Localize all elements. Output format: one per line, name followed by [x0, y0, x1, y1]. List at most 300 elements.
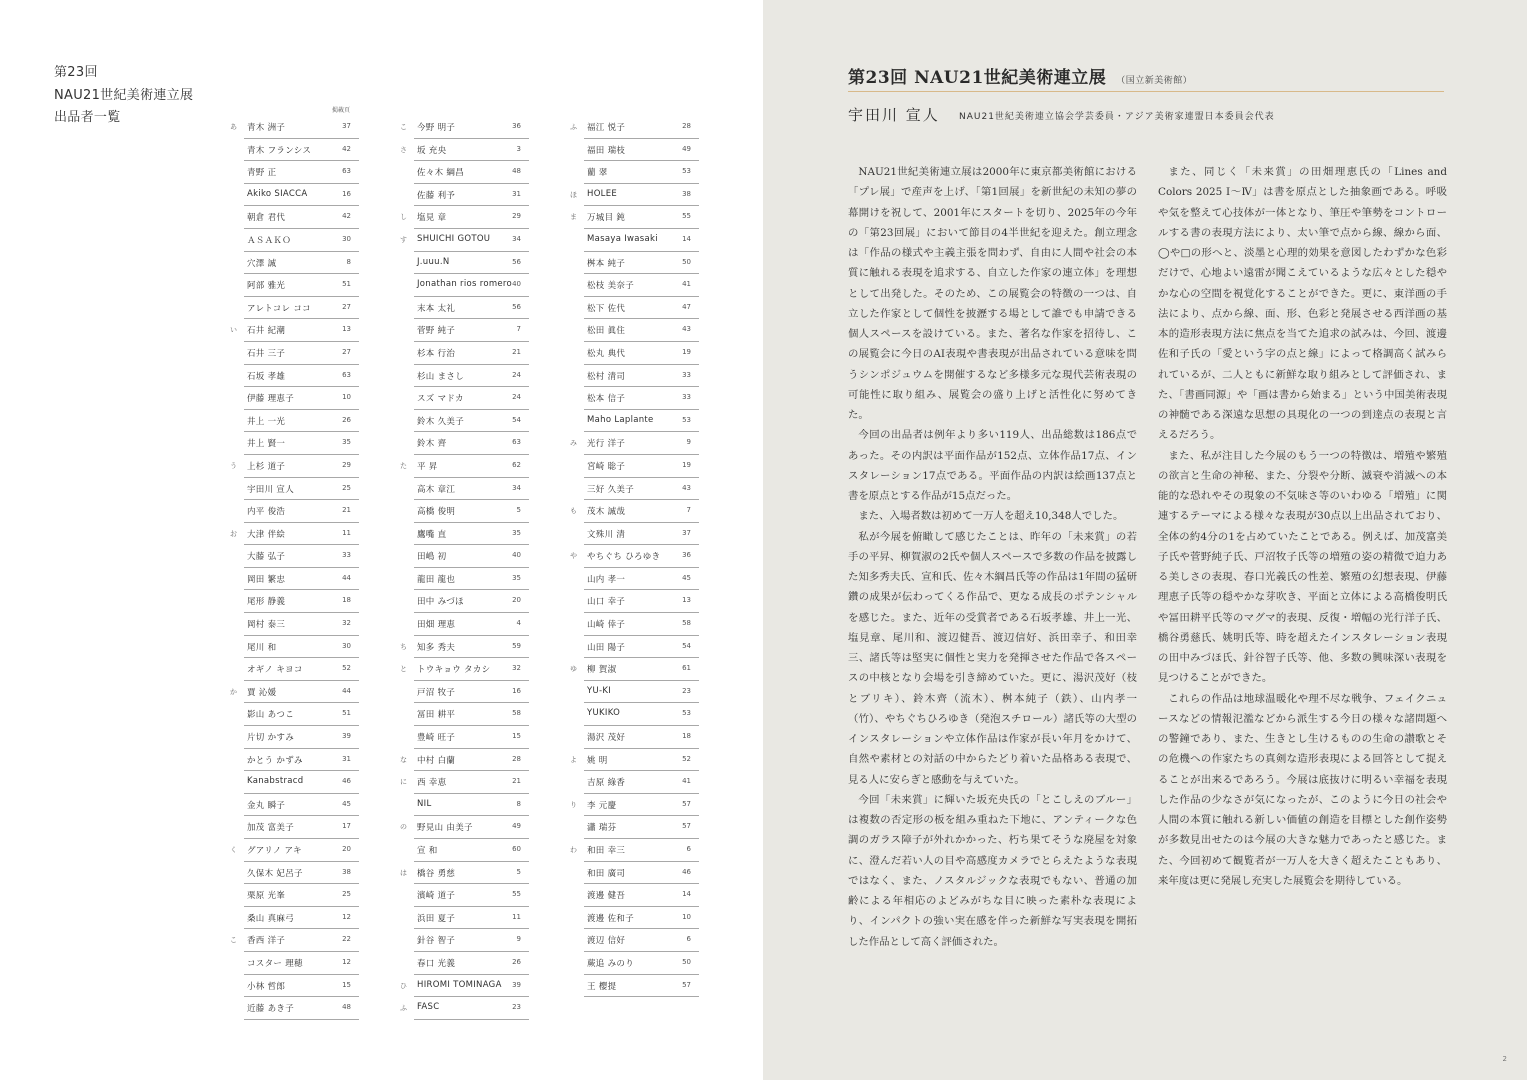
- kana-index: こ: [400, 123, 407, 131]
- exhibitor-row: [562, 229, 702, 252]
- exhibitor-name: 田畑 理恵: [417, 620, 456, 631]
- exhibitor-row: [392, 749, 532, 772]
- kana-index: も: [570, 507, 577, 516]
- exhibitor-row: [562, 568, 702, 591]
- kana-index: お: [230, 529, 237, 538]
- exhibitor-name: 戸沼 牧子: [417, 687, 456, 698]
- exhibitor-name: やちぐち ひろゆき: [587, 552, 661, 563]
- exhibitor-page: 13: [682, 596, 691, 605]
- exhibitor-name: 李 元慶: [587, 800, 617, 811]
- exhibitor-page: 63: [512, 438, 521, 447]
- exhibitor-name: 高木 章江: [417, 484, 456, 495]
- exhibitor-name: 鷹嘴 直: [417, 529, 447, 540]
- exhibitor-row: [392, 365, 532, 388]
- exhibitor-name: 宇田川 宣人: [247, 484, 295, 495]
- exhibitor-row: [562, 681, 702, 704]
- exhibitor-page: 53: [682, 415, 691, 424]
- exhibitor-page: 13: [342, 325, 351, 334]
- exhibitor-row: [392, 794, 532, 817]
- exhibitor-name: 影山 あつこ: [247, 710, 295, 721]
- exhibitor-page: 54: [512, 415, 521, 424]
- exhibitor-page: 15: [342, 980, 351, 989]
- exhibitor-page: 33: [342, 551, 351, 560]
- exhibitor-page: 15: [512, 732, 521, 741]
- exhibitor-page: 21: [342, 506, 351, 515]
- exhibitor-row: [562, 297, 702, 320]
- exhibitor-name: 豊崎 旺子: [417, 733, 456, 744]
- exhibitor-row: [562, 545, 702, 568]
- page-column-header: 掲載頁: [332, 107, 351, 114]
- exhibitor-name: スズ マドカ: [417, 394, 464, 405]
- exhibitor-page: 41: [682, 777, 691, 786]
- exhibitor-name: 井上 一光: [247, 416, 286, 427]
- exhibitor-row: [392, 297, 532, 320]
- exhibitor-name: 福田 瑞枝: [587, 145, 626, 156]
- exhibitor-page: 9: [516, 935, 521, 944]
- exhibitor-row: [222, 884, 362, 907]
- exhibitor-row: [392, 907, 532, 930]
- exhibitor-name: コスター 理穂: [247, 958, 303, 969]
- essay-paragraph: これらの作品は地球温暖化や理不尽な戦争、フェイクニュースなどの情報氾濫などから派生する今日の様々な諸問題への警鐘であり、また、生きとし生けるものの生命の讃歌とその危機への作家たちの真剣な造形表現による回答として捉えることが出来るであろう。今展は底抜けに明るい幸福を表現した作品の少なさが気になったが、このように今日の社会や人間の本質に触れる新しい価値の創造を目標とした創作姿勢が多数見出せたのは今展の大きな魅力であったと感じた。また、今回初めて観覧者が一万人を大きく超えたこともあり、来年度は更に発展し充実した展覧会を期待している。: [1158, 692, 1447, 887]
- exhibitor-name: 平 昇: [417, 461, 438, 472]
- exhibitor-row: [392, 816, 532, 839]
- exhibitor-name: 岡村 泰三: [247, 620, 286, 631]
- exhibitor-row: [562, 703, 702, 726]
- exhibitor-page: 21: [512, 777, 521, 786]
- exhibitor-name: 田嶋 初: [417, 552, 447, 563]
- exhibitor-name: J.uuu.N: [417, 256, 450, 267]
- exhibitor-page: 11: [512, 912, 521, 921]
- exhibitor-row: [222, 636, 362, 659]
- exhibitor-name: 和田 幸三: [587, 846, 626, 856]
- exhibitor-row: [222, 839, 362, 862]
- exhibitor-name: 松下 佐代: [587, 303, 626, 314]
- exhibitor-row: [562, 816, 702, 839]
- essay-column-2: [1158, 162, 1447, 891]
- exhibitor-page: 28: [682, 122, 691, 130]
- exhibitor-row: [562, 658, 702, 681]
- exhibitor-row: [222, 816, 362, 839]
- exhibitor-page: 3: [516, 144, 521, 153]
- exhibitor-page: 26: [342, 415, 351, 424]
- exhibitor-page: 40: [512, 551, 521, 560]
- exhibitor-page: 39: [512, 980, 521, 989]
- exhibitor-name: 針谷 智子: [417, 936, 456, 947]
- exhibitor-name: 賈 沁媛: [247, 687, 277, 698]
- exhibitor-name: 末本 太礼: [417, 303, 456, 314]
- exhibitor-name: YUKIKO: [587, 708, 621, 719]
- exhibitor-row: [222, 274, 362, 297]
- exhibitor-page: 34: [512, 234, 521, 243]
- kana-index: ち: [400, 642, 407, 651]
- kana-index: し: [400, 213, 407, 222]
- exhibitor-page: 14: [682, 890, 691, 899]
- exhibitor-page: 33: [682, 370, 691, 379]
- exhibitor-name: 春口 光義: [417, 958, 456, 969]
- exhibitor-page: 55: [682, 212, 691, 221]
- exhibitor-row: [222, 952, 362, 975]
- exhibitor-page: 43: [682, 483, 691, 492]
- exhibitor-row: [222, 590, 362, 613]
- kana-index: わ: [570, 846, 577, 854]
- exhibitor-row: [222, 726, 362, 749]
- exhibitor-row: [392, 771, 532, 794]
- exhibitor-row: [562, 952, 702, 975]
- exhibitor-name: 大藤 弘子: [247, 552, 286, 563]
- exhibitor-row: [222, 410, 362, 433]
- exhibitor-page: 46: [682, 867, 691, 876]
- exhibitor-name: FASC: [417, 1002, 440, 1013]
- exhibitor-page: 28: [512, 754, 521, 763]
- exhibitor-row: [392, 455, 532, 478]
- exhibitor-row: [562, 523, 702, 546]
- exhibitor-page: 12: [342, 912, 351, 921]
- exhibitor-name: 松丸 典代: [587, 348, 626, 359]
- exhibitor-page: 4: [516, 619, 521, 628]
- exhibitor-page: 33: [682, 393, 691, 402]
- exhibitor-name: 青野 正: [247, 168, 277, 179]
- exhibitor-row: [392, 681, 532, 704]
- exhibitor-row: [392, 884, 532, 907]
- exhibitor-row: [562, 274, 702, 297]
- exhibitor-name: 青木 フランシス: [247, 145, 312, 156]
- essay-paragraph: NAU21世紀美術連立展は2000年に東京都美術館における「プレ展」で産声を上げ、「第1回展」を新世紀の未知の夢の幕開けを祝して、2001年にスタートを切り、2025年の今年の「第23回展」において節目の4半世紀を迎えた。創立理念は「作品の様式や主義主張を問わず、自由に人間や社会の本質に触れる表現を追求する、自立した作家の連立体」を理想として出発した。そのため、この展覧会の特徴の一つは、自立した作家として個性を披瀝する場として誰でも申請できる個人スペースを設けている。また、著名な作家を招待し、この展覧会に今日のAI表現や書表現が出品されている意味を問うシンポジュウムを開催するなど多様多元な現代芸術表現の可能性に取り組み、展覧会の盛り上げと活性化に努めてきた。: [848, 166, 1137, 421]
- exhibitor-page: 10: [682, 912, 691, 921]
- exhibitor-page: 8: [516, 799, 521, 808]
- kana-index: す: [400, 235, 407, 244]
- exhibitor-page: 36: [512, 122, 521, 130]
- exhibitor-row: [222, 342, 362, 365]
- exhibitor-row: [222, 139, 362, 162]
- exhibitor-page: 16: [342, 189, 351, 198]
- kana-index: は: [400, 868, 407, 877]
- exhibitor-list-page: [0, 0, 763, 1080]
- essay-title-text: 第23回 NAU21世紀美術連立展: [848, 68, 1107, 88]
- essay-paragraph: 私が今展を俯瞰して感じたことは、昨年の「未来賞」の若手の平昇、柳賀淑の2氏や個人スペースで多数の作品を披露した知多秀夫氏、宣和氏、佐々木綱昌氏等の作品は1年間の猛研鑽の成果が伝わってくる作品で、更なる成長のポテンシャルを感じた。また、近年の受賞者である石坂孝雄、井上一光、塩見章、尾川和、渡辺健吾、渡辺信好、浜田幸子、和田幸三、諸氏等は堅実に個性と実力を発揮させた作品で各スペースの中核となり会場を引き締めていた。更に、湯沢茂好（枝とブリキ）、鈴木齊（流木）、桝本純子（鉄）、山内孝一（竹）、やちぐちひろゆき（発泡スチロール）諸氏等の大型のインスタレーションや立体作品は作家が長い年月をかけて、自然や素材との対話の中からたどり着いた品格ある表現で、見る人に安らぎと感動を与えていた。: [848, 530, 1137, 786]
- exhibitor-page: 54: [682, 641, 691, 650]
- kana-index: か: [230, 687, 237, 696]
- exhibitor-row: [562, 884, 702, 907]
- exhibitor-name: 万城目 鈍: [587, 213, 626, 224]
- exhibitor-page: 29: [512, 212, 521, 221]
- exhibitor-name: Kanabstracd: [247, 776, 304, 787]
- exhibitor-page: 60: [512, 845, 521, 853]
- exhibitor-name: 高橋 俊明: [417, 507, 456, 518]
- kana-index: く: [230, 846, 237, 854]
- exhibitor-row: [392, 252, 532, 275]
- essay-column-1: [848, 162, 1137, 952]
- exhibitor-page: 16: [512, 686, 521, 695]
- exhibitor-name: 王 樱提: [587, 981, 617, 992]
- exhibitor-name: 尾川 和: [247, 642, 277, 653]
- kana-index: さ: [400, 145, 407, 154]
- essay-title: [848, 63, 1192, 88]
- exhibitor-page: 50: [682, 957, 691, 966]
- exhibitor-row: [392, 658, 532, 681]
- essay-paragraph: 今回の出品者は例年より多い119人、出品総数は186点であった。その内訳は平面作品が152点、立体作品17点、インスタレーション17点である。平面作品の内訳は絵画137点と書を原点とする作品が15点だった。: [848, 429, 1137, 502]
- exhibitor-page: 30: [342, 234, 351, 243]
- exhibitor-page: 50: [682, 257, 691, 266]
- heading-line-2: NAU21世紀美術連立展: [54, 87, 194, 103]
- exhibitor-page: 29: [342, 460, 351, 469]
- exhibitor-row: [392, 997, 532, 1020]
- essay-paragraph: 今回「未来賞」に輝いた坂充央氏の「とこしえのブルー」は複数の否定形の板を組み重ねた下地に、アンティークな色調のガラス障子が外れかかった、朽ち果てそうな廃屋を対象に、澄んだ若い人の目や高感度カメラでとらえたような表現ではなく、また、ノスタルジックな表現でもない、普通の加齢による年相応のよどみがちな目に映った素朴な表現により、インパクトの強い実在感を伴った新鮮な写実表現を開拓した作品として高く評価された。: [848, 793, 1137, 948]
- exhibitor-name: 近藤 あき子: [247, 1004, 295, 1015]
- exhibitor-page: 49: [682, 144, 691, 153]
- exhibitor-name: 今野 明子: [417, 123, 456, 133]
- exhibitor-page: 19: [682, 347, 691, 356]
- exhibitor-name: 松村 清司: [587, 371, 626, 382]
- exhibitor-name: トウキョウ タカシ: [417, 665, 491, 676]
- exhibitor-page: 20: [342, 845, 351, 853]
- exhibitor-row: [392, 116, 532, 139]
- exhibitor-row: [392, 161, 532, 184]
- exhibitor-page: 17: [342, 822, 351, 831]
- exhibitor-name: 尾形 静義: [247, 597, 286, 608]
- exhibitor-name: Jonathan rios romero: [417, 279, 513, 290]
- exhibitor-name: 栗原 光峯: [247, 891, 286, 902]
- exhibitor-page: 56: [512, 302, 521, 311]
- venue-label: （国立新美術館）: [1116, 76, 1193, 86]
- exhibitor-name: 杉山 まさし: [417, 371, 465, 382]
- exhibitor-page: 47: [682, 302, 691, 311]
- exhibitor-row: [392, 726, 532, 749]
- exhibitor-name: 姚 明: [587, 755, 608, 766]
- kana-index: た: [400, 461, 407, 470]
- exhibitor-page: 44: [342, 686, 351, 695]
- exhibitor-row: [562, 184, 702, 207]
- exhibitor-page: 27: [342, 347, 351, 356]
- exhibitor-page: 23: [682, 686, 691, 695]
- exhibitor-row: [222, 500, 362, 523]
- exhibitor-name: 渡辺 信好: [587, 936, 626, 947]
- exhibitor-page: 5: [516, 506, 521, 515]
- exhibitor-page: 32: [512, 664, 521, 673]
- exhibitor-page: 41: [682, 280, 691, 289]
- exhibitor-name: 宣 和: [417, 846, 438, 856]
- exhibitor-name: 片切 かすみ: [247, 733, 295, 744]
- exhibitor-page: 58: [682, 619, 691, 628]
- exhibitor-page: 21: [512, 347, 521, 356]
- exhibitor-page: 57: [682, 822, 691, 831]
- exhibitor-page: 6: [686, 935, 691, 944]
- exhibitor-row: [562, 478, 702, 501]
- exhibitor-row: [562, 387, 702, 410]
- exhibitor-page: 34: [512, 483, 521, 492]
- exhibitor-row: [222, 929, 362, 952]
- exhibitor-page: 18: [682, 732, 691, 741]
- exhibitor-row: [222, 771, 362, 794]
- exhibitor-name: NIL: [417, 798, 432, 809]
- exhibitor-page: 38: [342, 867, 351, 876]
- kana-index: あ: [230, 123, 237, 131]
- exhibitor-row: [562, 252, 702, 275]
- exhibitor-name: 湯沢 茂好: [587, 733, 626, 744]
- exhibitor-name: 坂 充央: [417, 145, 447, 156]
- exhibitor-page: 35: [342, 438, 351, 447]
- kana-index: ほ: [570, 190, 577, 199]
- exhibitor-name: 穴澤 誠: [247, 258, 277, 269]
- kana-index: よ: [570, 755, 577, 764]
- exhibitor-row: [222, 975, 362, 998]
- exhibitor-page: 56: [512, 257, 521, 266]
- exhibitor-page: 63: [342, 370, 351, 379]
- exhibitor-page: 49: [512, 822, 521, 831]
- exhibitor-page: 35: [512, 573, 521, 582]
- exhibitor-page: 10: [342, 393, 351, 402]
- exhibitor-name: 桑山 真麻弓: [247, 913, 295, 924]
- exhibitor-row: [562, 975, 702, 998]
- exhibitor-row: [392, 590, 532, 613]
- exhibitor-page: 30: [342, 641, 351, 650]
- essay-paragraph: また、私が注目した今展のもう一つの特徴は、増殖や繁殖の欲言と生命の神秘、また、分裂や分断、滅衰や消滅への本能的な恐れやその現象の不気味さ等のいわゆる「増殖」に関連するテーマによる様々な表現が30点以上出品されており、全体の約4分の1を占めていたことである。例えば、加茂富美子氏や菅野純子氏、戸沼牧子氏等の増殖の姿の精微で迫力ある美しさの表現、春口光義氏の性差、繁殖の幻想表現、伊藤理恵子氏等の穏やかな芽吹き、平面と立体による高橋俊明氏や冨田耕平氏等のマグマ的表現、反復・増幅の光行洋子氏、橋谷勇慈氏、姚明氏等、時を超えたインスタレーション表現の田中みづほ氏、針谷智子氏等、他、多数の興味深い表現を見つけることができた。: [1158, 449, 1447, 685]
- exhibitor-page: 46: [342, 777, 351, 786]
- exhibitor-name: Akiko SIACCA: [247, 188, 308, 199]
- exhibitor-row: [562, 862, 702, 885]
- exhibitor-row: [392, 478, 532, 501]
- kana-index: こ: [230, 936, 237, 945]
- exhibitor-page: 42: [342, 212, 351, 221]
- title-divider: [848, 91, 1444, 92]
- exhibitor-page: 45: [342, 799, 351, 808]
- kana-index: ま: [570, 213, 577, 222]
- exhibitor-page: 38: [682, 189, 691, 198]
- exhibitor-page: 24: [512, 370, 521, 379]
- exhibitor-name: 西 幸恵: [417, 778, 447, 789]
- exhibitor-page: 25: [342, 890, 351, 899]
- exhibitor-row: [222, 387, 362, 410]
- exhibitor-row: [562, 794, 702, 817]
- exhibitor-row: [222, 613, 362, 636]
- exhibitor-column-1: [222, 116, 362, 1020]
- exhibitor-name: 松枝 美奈子: [587, 281, 635, 292]
- exhibitor-row: [222, 161, 362, 184]
- exhibitor-row: [562, 636, 702, 659]
- exhibitor-row: [222, 319, 362, 342]
- kana-index: な: [400, 755, 407, 764]
- exhibitor-name: 龍田 龍也: [417, 574, 456, 585]
- exhibitor-page: 32: [342, 619, 351, 628]
- exhibitor-page: 53: [682, 709, 691, 718]
- exhibitor-row: [562, 500, 702, 523]
- exhibitor-page: 59: [512, 641, 521, 650]
- exhibitor-row: [222, 206, 362, 229]
- exhibitor-page: 7: [516, 325, 521, 334]
- exhibitor-page: 58: [512, 709, 521, 718]
- exhibitor-name: Masaya Iwasaki: [587, 233, 658, 244]
- exhibitor-row: [562, 206, 702, 229]
- essay-paragraph: また、入場者数は初めて一万人を超え10,348人でした。: [858, 510, 1124, 523]
- exhibitor-name: YU-KI: [587, 685, 612, 696]
- exhibitor-page: 44: [342, 573, 351, 582]
- exhibitor-row: [562, 907, 702, 930]
- exhibitor-name: グアリノ アキ: [247, 846, 302, 856]
- page-number: 2: [1502, 1055, 1507, 1063]
- exhibitor-name: 佐々木 綱昌: [417, 168, 465, 179]
- exhibitor-row: [562, 749, 702, 772]
- exhibitor-name: 蕨追 みのり: [587, 958, 635, 969]
- exhibitor-page: 6: [686, 845, 691, 853]
- exhibitor-page: 63: [342, 167, 351, 176]
- exhibitor-page: 48: [342, 1003, 351, 1012]
- exhibitor-name: かとう かずみ: [247, 755, 303, 766]
- exhibitor-row: [562, 726, 702, 749]
- exhibitor-name: 中村 白蘭: [417, 755, 456, 766]
- exhibitor-row: [222, 681, 362, 704]
- exhibitor-page: 9: [686, 438, 691, 447]
- exhibitor-row: [392, 206, 532, 229]
- heading-line-3: 出品者一覧: [54, 110, 121, 125]
- exhibitor-row: [222, 455, 362, 478]
- exhibitor-row: [562, 590, 702, 613]
- kana-index: の: [400, 823, 407, 832]
- exhibitor-row: [392, 839, 532, 862]
- exhibitor-page: 52: [682, 754, 691, 763]
- exhibitor-name: ＡＳＡＫＯ: [247, 235, 292, 246]
- exhibitor-name: 鈴木 久美子: [417, 416, 465, 427]
- exhibitor-page: 57: [682, 980, 691, 989]
- exhibitor-page: 45: [682, 573, 691, 582]
- exhibitor-row: [222, 229, 362, 252]
- exhibitor-name: 桝本 純子: [587, 258, 626, 269]
- exhibitor-row: [222, 116, 362, 139]
- exhibitor-row: [392, 636, 532, 659]
- exhibitor-page: 48: [512, 167, 521, 176]
- exhibitor-row: [392, 342, 532, 365]
- exhibitor-row: [222, 658, 362, 681]
- exhibitor-name: 文殊川 清: [587, 529, 626, 540]
- exhibitor-row: [392, 432, 532, 455]
- exhibitor-page: 18: [342, 596, 351, 605]
- exhibitor-row: [562, 342, 702, 365]
- exhibitor-row: [392, 523, 532, 546]
- exhibitor-row: [222, 862, 362, 885]
- exhibitor-name: 野見山 由美子: [417, 823, 473, 834]
- exhibitor-page: 31: [342, 754, 351, 763]
- exhibitor-page: 20: [512, 596, 521, 605]
- essay-paragraph: また、同じく「未来賞」の田畑理恵氏の「Lines and Colors 2025 Ⅰ〜Ⅳ」は書を原点とした抽象画である。呼吸や気を整えて心技体が一体となり、筆圧や筆勢をコントロールする書の表現方法により、太い筆で点から線、線から面、◯や□の形へと、淡墨と心理的効果を意図したわずかな色彩だけで、心地よい遠雷が聞こえているような広々とした穏やかな心の空間を視覚化することができた。更に、東洋画の手法により、点から線、面、形、色彩と発展させる西洋画の基本的造形表現方法に焦点を当てた追求の試みは、今回、渡邊佐和子氏の「愛という字の点と線」によって格調高く試みられているが、二人ともに新鮮な取り組みとして評価され、また、「書画同源」や「画は書から始まる」という中国美術表現の神髄である深遠な思想の具現化の一つの到達点の表現と言えるだろう。: [1158, 166, 1447, 442]
- exhibitor-row: [392, 139, 532, 162]
- exhibitor-name: アレトコレ ココ: [247, 303, 311, 314]
- kana-index: と: [400, 665, 407, 674]
- row-rule: [244, 1019, 359, 1020]
- exhibitor-page: 26: [512, 957, 521, 966]
- exhibitor-row: [392, 975, 532, 998]
- exhibitor-page: 52: [342, 664, 351, 673]
- exhibitor-row: [222, 432, 362, 455]
- exhibitor-name: 三好 久美子: [587, 484, 635, 495]
- exhibitor-row: [392, 500, 532, 523]
- exhibitor-row: [222, 184, 362, 207]
- exhibitor-page: 55: [512, 890, 521, 899]
- exhibitor-page: 11: [342, 528, 351, 537]
- kana-index: い: [230, 326, 237, 335]
- row-rule: [584, 996, 699, 997]
- exhibitor-page: 27: [342, 302, 351, 311]
- exhibitor-row: [222, 568, 362, 591]
- exhibitor-name: 知多 秀夫: [417, 642, 456, 653]
- exhibitor-name: 宮崎 聡子: [587, 461, 626, 472]
- exhibitor-row: [392, 274, 532, 297]
- kana-index: ゆ: [570, 665, 577, 674]
- exhibitor-page: 5: [516, 867, 521, 876]
- exhibitor-page: 37: [682, 528, 691, 537]
- exhibitor-name: 阿部 雅光: [247, 281, 286, 292]
- exhibitor-row: [392, 929, 532, 952]
- exhibitor-page: 51: [342, 709, 351, 718]
- exhibitor-name: HOLEE: [587, 188, 618, 199]
- exhibitor-name: 菅野 純子: [417, 326, 456, 337]
